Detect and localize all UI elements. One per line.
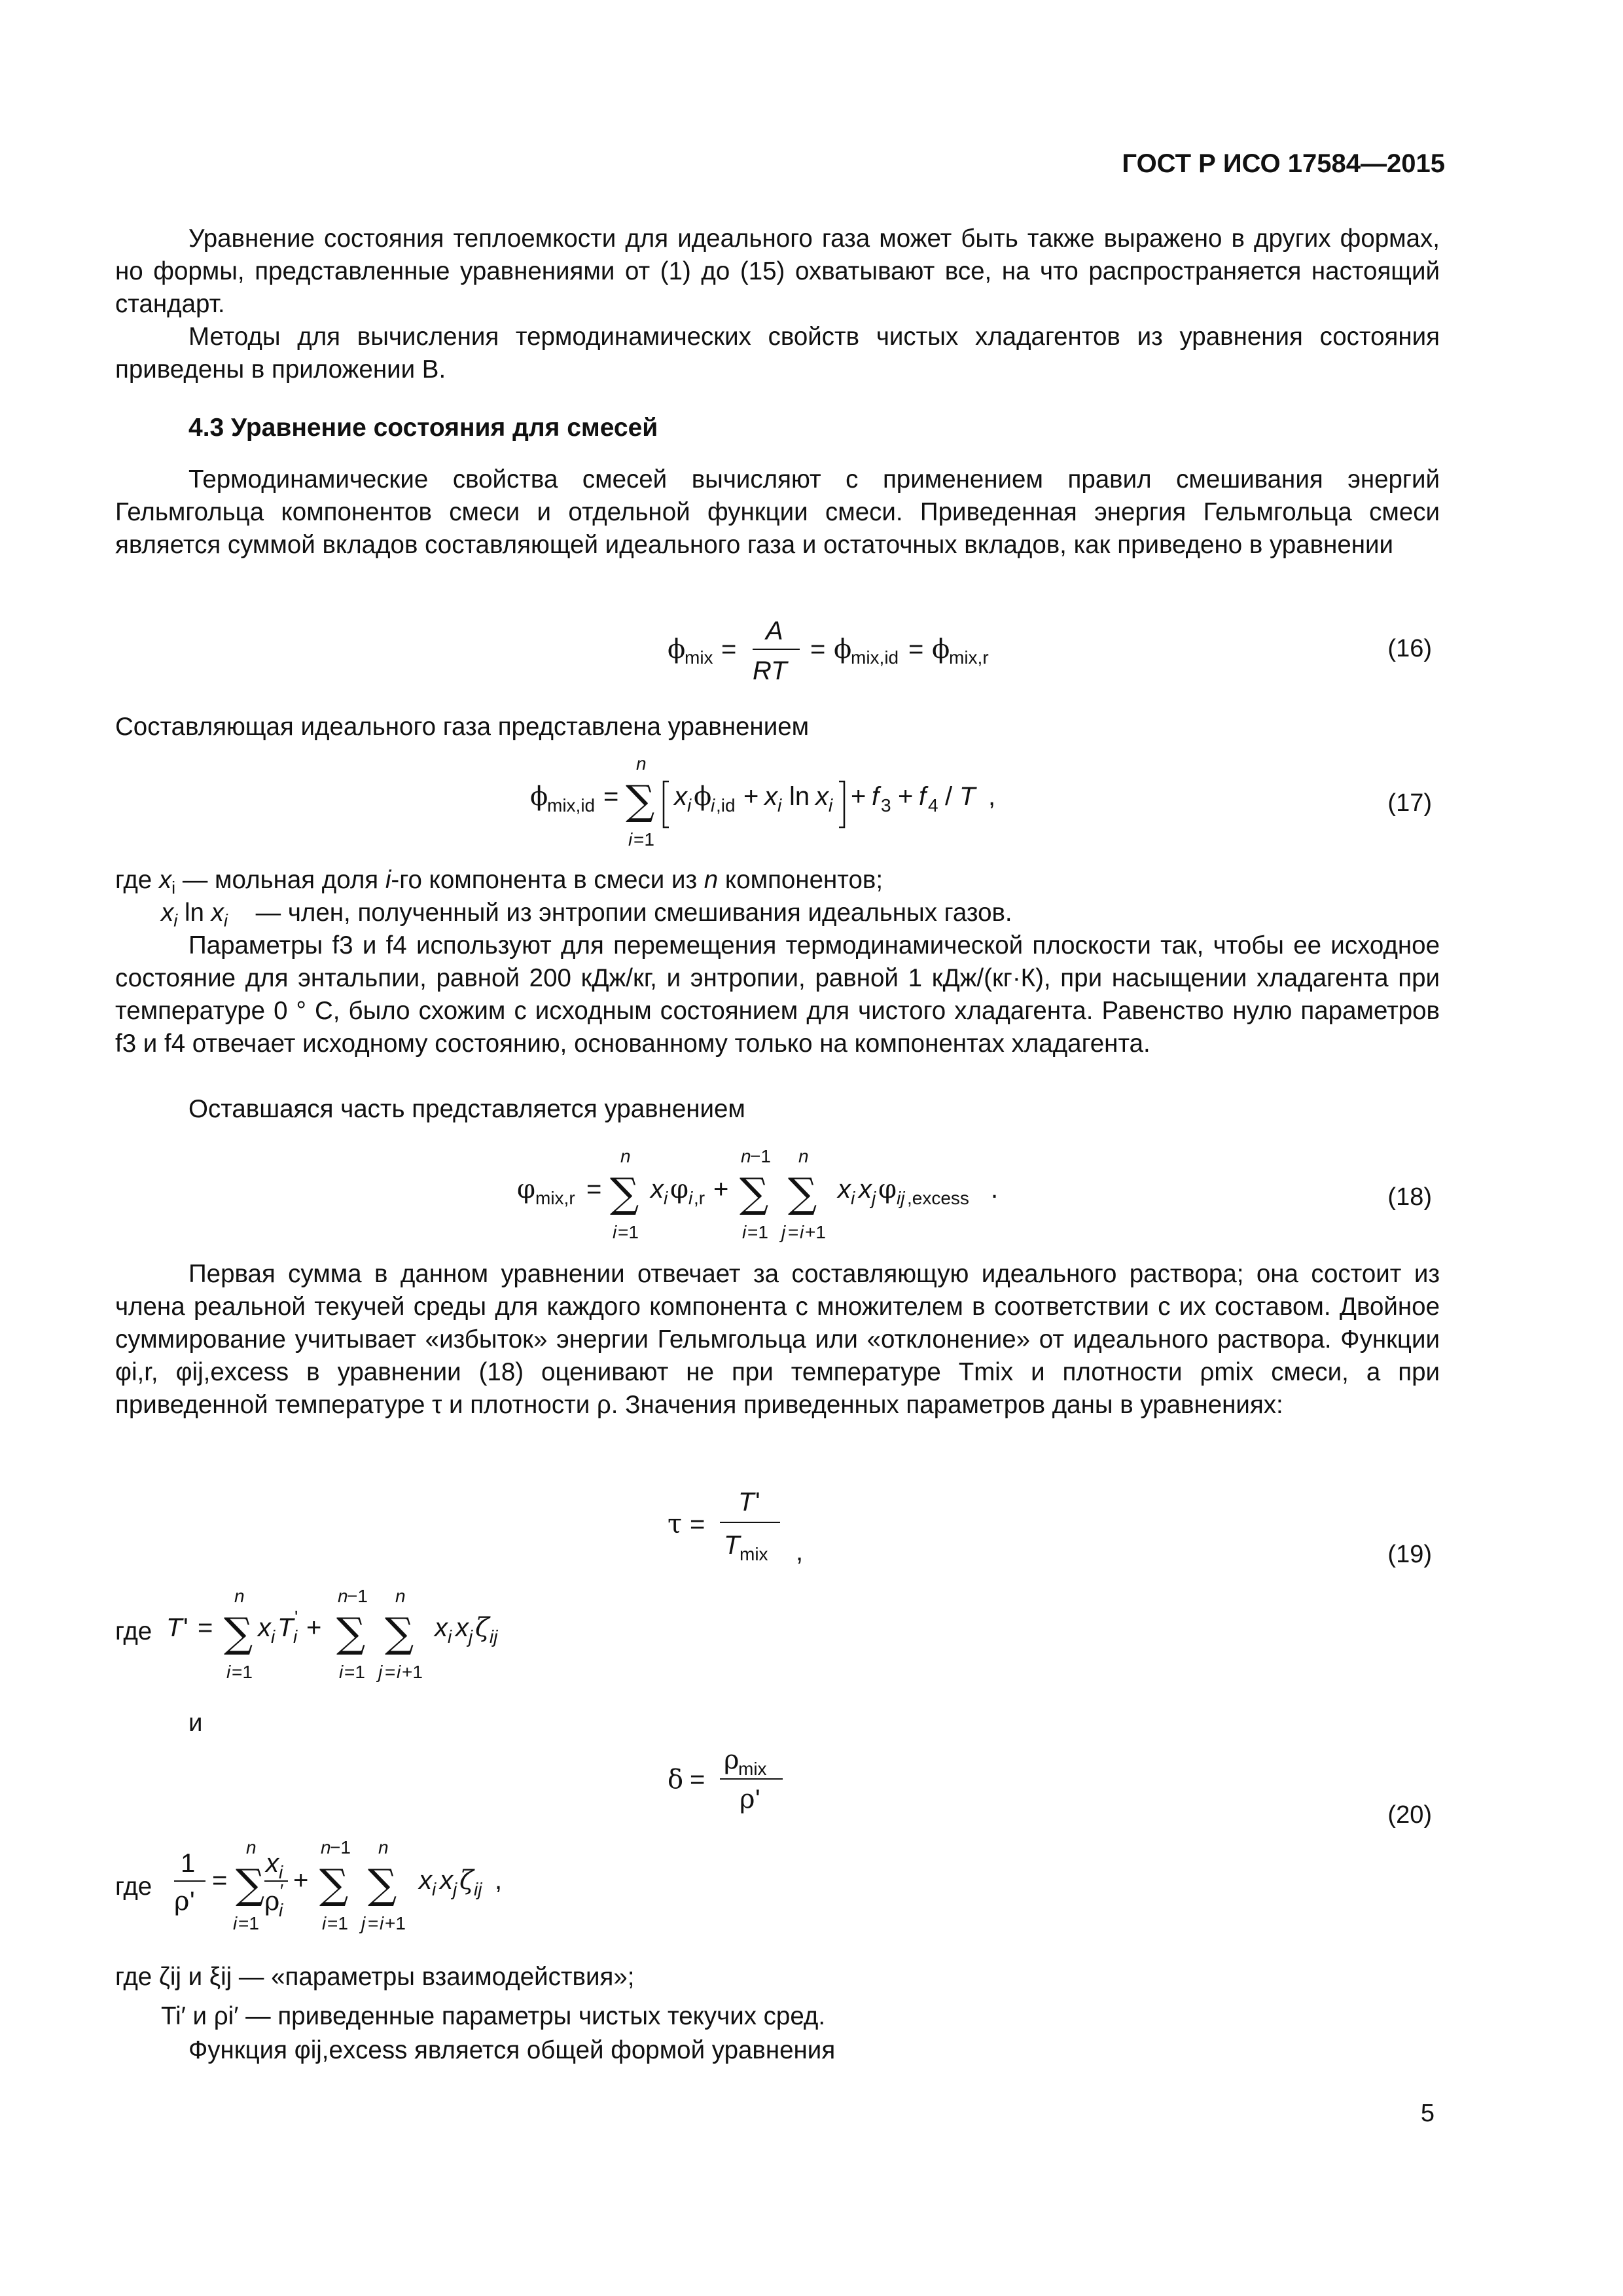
svg-text:i: i <box>711 795 715 816</box>
equation-T-prime <box>166 1584 559 1692</box>
svg-text:T: T <box>724 1531 740 1560</box>
svg-text:=1: =1 <box>344 1662 365 1682</box>
svg-text:ζ: ζ <box>459 1865 474 1895</box>
svg-text:−1: −1 <box>347 1586 368 1606</box>
svg-text:j: j <box>469 1626 473 1647</box>
svg-text:i: i <box>448 1626 452 1647</box>
equation-rho-prime <box>170 1833 537 1941</box>
svg-text:φ: φ <box>878 1174 897 1204</box>
svg-text:+: + <box>306 1613 322 1642</box>
svg-text:ij: ij <box>474 1879 482 1899</box>
and-label: и <box>188 1709 203 1737</box>
svg-text:RT: RT <box>753 656 787 685</box>
svg-text:∑: ∑ <box>626 776 655 824</box>
where-label-T: где <box>115 1617 152 1645</box>
definition-mole-fraction: где $x_i$ — мольная доля i-го компонента в смеси из n компонентов; <box>115 866 883 898</box>
svg-text:j: j <box>378 1662 383 1682</box>
svg-text:x: x <box>651 1175 664 1204</box>
svg-text:=1: =1 <box>232 1662 253 1682</box>
paragraph-interaction-params: где ζij и ξij — «параметры взаимодействия»; <box>115 1963 635 1991</box>
svg-text:x: x <box>440 1866 453 1895</box>
svg-text:': ' <box>190 1887 195 1916</box>
svg-text:ϕ: ϕ <box>530 781 548 812</box>
svg-text:+1: +1 <box>402 1662 423 1682</box>
svg-text:': ' <box>183 1613 188 1642</box>
svg-text:x: x <box>764 782 777 811</box>
svg-text:f: f <box>919 782 927 811</box>
svg-text:=: = <box>212 1866 228 1895</box>
equation-number-17: (17) <box>1387 789 1432 817</box>
svg-text:T: T <box>738 1488 755 1516</box>
svg-text:ρ: ρ <box>264 1886 280 1916</box>
paragraph-mixtures: Термодинамические свойства смесей вычисляют с применением правил смешивания энергий Гельмгольца компонентов смеси и отдельной функции смеси. Приведенная энергия Гельмгольца смеси является суммой вкладов составляющей идеального газа и остаточных вкладов, как приведено в уравнении <box>115 465 1440 559</box>
paragraph-reduced-params: Ti′ и ρi′ — приведенные параметры чистых текучих сред. <box>161 2002 826 2030</box>
svg-text:i: i <box>226 1662 231 1682</box>
svg-text:∑: ∑ <box>336 1609 366 1657</box>
svg-text:n: n <box>321 1837 331 1857</box>
equation-18 <box>517 1139 1027 1253</box>
svg-text:=1: =1 <box>238 1913 259 1933</box>
svg-text:ij: ij <box>490 1626 498 1647</box>
svg-text:=: = <box>690 1765 705 1794</box>
svg-text:=: = <box>385 1662 396 1682</box>
paragraph-ideal-gas-forms: Уравнение состояния теплоемкости для идеального газа может быть также выражено в других формах, но формы, представленные уравнениями от (1) до (15) охватывают все, на что распространяется настоящий стандарт. <box>115 224 1440 318</box>
entropy-term-text: — член, полученный из энтропии смешивания идеальных газов. <box>255 899 1012 927</box>
svg-text:mix: mix <box>685 647 713 668</box>
svg-text:n: n <box>636 753 647 774</box>
svg-text:φ: φ <box>517 1174 536 1204</box>
svg-text:i: i <box>829 795 833 816</box>
mole-fraction-text: — мольная доля <box>175 866 385 894</box>
paragraph-remainder: Оставшаяся часть представляется уравнением <box>188 1095 745 1123</box>
equation-number-16: (16) <box>1387 635 1432 662</box>
svg-text:x: x <box>419 1866 432 1895</box>
svg-text:j: j <box>872 1188 876 1208</box>
svg-text:': ' <box>755 1785 760 1814</box>
svg-text:i: i <box>271 1626 276 1647</box>
svg-text:∑: ∑ <box>236 1860 265 1908</box>
svg-text:ij: ij <box>897 1188 905 1208</box>
svg-text:n: n <box>620 1146 631 1166</box>
svg-text:i: i <box>800 1222 804 1242</box>
svg-text:3: 3 <box>881 795 891 816</box>
svg-text:mix,id: mix,id <box>851 647 899 668</box>
svg-text:j: j <box>361 1913 366 1933</box>
svg-text:,: , <box>495 1866 503 1895</box>
svg-text:+: + <box>743 782 759 811</box>
svg-text:∑: ∑ <box>224 1609 253 1657</box>
svg-text:,r: ,r <box>694 1188 705 1208</box>
svg-text:x: x <box>815 782 829 811</box>
svg-text:i: i <box>613 1222 617 1242</box>
svg-text:i: i <box>687 795 692 816</box>
svg-text:x: x <box>258 1613 271 1642</box>
svg-text:': ' <box>294 1607 298 1627</box>
svg-text:∑: ∑ <box>740 1169 769 1217</box>
equation-20 <box>668 1741 825 1829</box>
svg-text:−1: −1 <box>750 1146 771 1166</box>
svg-text:n: n <box>741 1146 751 1166</box>
svg-text:ρ: ρ <box>724 1745 740 1775</box>
svg-text:+1: +1 <box>805 1222 826 1242</box>
svg-text:i: i <box>279 1862 283 1882</box>
svg-text:T: T <box>959 782 976 811</box>
svg-text:ϕ: ϕ <box>668 634 686 664</box>
svg-text:,: , <box>988 782 996 811</box>
svg-text:i: i <box>339 1662 344 1682</box>
mole-fraction-text-3: компонентов; <box>718 866 883 894</box>
svg-text:ϕ: ϕ <box>834 634 852 664</box>
svg-text:x: x <box>838 1175 851 1204</box>
svg-text:j: j <box>781 1222 786 1242</box>
svg-text:4: 4 <box>928 795 938 816</box>
svg-text:': ' <box>755 1488 760 1516</box>
svg-text:δ: δ <box>668 1765 684 1795</box>
svg-text:i: i <box>432 1879 437 1899</box>
svg-text:∑: ∑ <box>385 1609 414 1657</box>
svg-text:ϕ: ϕ <box>932 634 950 664</box>
svg-text:T: T <box>166 1613 183 1642</box>
svg-text:j: j <box>453 1879 457 1899</box>
svg-text:ρ: ρ <box>174 1886 190 1916</box>
svg-text:+: + <box>898 782 914 811</box>
svg-text:τ: τ <box>668 1509 683 1539</box>
page-number: 5 <box>1420 2100 1435 2127</box>
svg-text:ϕ: ϕ <box>694 781 712 812</box>
svg-text:=: = <box>586 1175 602 1204</box>
svg-text:x: x <box>859 1175 872 1204</box>
svg-text:x: x <box>674 782 687 811</box>
svg-text:/: / <box>945 782 953 811</box>
svg-text:∑: ∑ <box>788 1169 817 1217</box>
svg-text:=: = <box>198 1613 213 1642</box>
svg-text:+1: +1 <box>385 1913 406 1933</box>
where-label-rho: где <box>115 1873 152 1901</box>
svg-text:+: + <box>713 1175 729 1204</box>
svg-text:=: = <box>810 635 826 664</box>
svg-text:,: , <box>796 1537 804 1566</box>
svg-text:mix: mix <box>738 1759 767 1779</box>
svg-text:i: i <box>397 1662 401 1682</box>
paragraph-ideal-gas-component: Составляющая идеального газа представлена уравнением <box>115 713 810 741</box>
svg-text:=: = <box>908 635 924 664</box>
svg-text:ln: ln <box>789 782 810 811</box>
svg-text:=1: =1 <box>633 829 654 850</box>
svg-text:′: ′ <box>280 1880 284 1901</box>
mole-fraction-text-2: -го компонента в смеси из <box>391 866 704 894</box>
svg-text:ζ: ζ <box>475 1613 490 1643</box>
svg-text:=: = <box>690 1510 705 1539</box>
paragraph-methods: Методы для вычисления термодинамических свойств чистых хладагентов из уравнения состояния приведены в приложении В. <box>115 323 1440 384</box>
svg-text:i: i <box>279 1900 283 1920</box>
svg-text:=: = <box>788 1222 799 1242</box>
svg-text:i: i <box>380 1913 384 1933</box>
equation-19 <box>668 1486 825 1574</box>
svg-text:mix,r: mix,r <box>535 1188 575 1208</box>
svg-text:=: = <box>603 782 619 811</box>
svg-text:n: n <box>378 1837 389 1857</box>
svg-text:i: i <box>628 829 633 850</box>
svg-text:x: x <box>455 1613 469 1642</box>
svg-text:n: n <box>234 1586 245 1606</box>
svg-text:n: n <box>395 1586 406 1606</box>
document-id-header: ГОСТ Р ИСО 17584—2015 <box>1122 149 1445 178</box>
svg-text:i: i <box>688 1188 693 1208</box>
svg-text:+: + <box>293 1866 309 1895</box>
svg-text:∑: ∑ <box>610 1169 639 1217</box>
definition-entropy-term: $x_i$ $\ln x_i$ — член, полученный из энтропии смешивания идеальных газов. <box>161 899 1012 931</box>
svg-text:=1: =1 <box>618 1222 639 1242</box>
svg-text:n: n <box>798 1146 809 1166</box>
svg-text:mix: mix <box>740 1544 768 1564</box>
paragraph-first-sum: Первая сумма в данном уравнении отвечает за составляющую идеального раствора; она состоит из члена реальной текучей среды для каждого компонента с множителем в соответствии с их составом. Двойное суммирование учитывает «избыток» энергии Гельмгольца или «отклонение» от идеального раствора. Функции φi,r, φij,excess в уравнении (18) оценивают не при температуре Tmix и плотности ρmix смеси, а при приведенной температуре τ и плотности ρ. Значения приведенных параметров даны в уравнениях: <box>115 1260 1440 1419</box>
svg-text:=1: =1 <box>747 1222 768 1242</box>
equation-16 <box>661 609 1027 691</box>
section-heading: 4.3 Уравнение состояния для смесей <box>188 414 658 442</box>
svg-text:φ: φ <box>670 1174 689 1204</box>
svg-text:=: = <box>368 1913 379 1933</box>
equation-17 <box>530 746 1041 861</box>
paragraph-f3-f4: Параметры f3 и f4 используют для перемещения термодинамической плоскости так, чтобы ее исходное состояние для энтальпии, равной 200 кДж/кг, и энтропии, равной 1 кДж/(кг·К), при насыщении хладагента при температуре 0 ° С, было схожим с исходным состоянием для чистого хладагента. Равенство нулю параметров f3 и f4 отвечает исходному состоянию, основанному только на компонентах хладагента. <box>115 931 1440 1058</box>
equation-number-19: (19) <box>1387 1541 1432 1568</box>
equation-number-20: (20) <box>1387 1801 1432 1829</box>
svg-text:A: A <box>766 617 783 645</box>
svg-text:i: i <box>322 1913 327 1933</box>
where-label: где <box>115 866 159 894</box>
svg-text:,id: ,id <box>716 795 736 816</box>
svg-text:f: f <box>872 782 880 811</box>
svg-text:i: i <box>777 795 782 816</box>
svg-text:i: i <box>233 1913 238 1933</box>
svg-text:x: x <box>435 1613 448 1642</box>
svg-text:=: = <box>721 635 737 664</box>
svg-text:−1: −1 <box>330 1837 351 1857</box>
svg-text:+: + <box>851 782 866 811</box>
paragraph-excess-function: Функция φij,excess является общей формой уравнения <box>188 2036 836 2064</box>
svg-text:i: i <box>851 1188 855 1208</box>
svg-text:n: n <box>246 1837 257 1857</box>
svg-text:i: i <box>742 1222 747 1242</box>
svg-text:∑: ∑ <box>368 1860 397 1908</box>
svg-text:i: i <box>293 1626 298 1647</box>
svg-text:T: T <box>277 1613 294 1642</box>
equation-number-18: (18) <box>1387 1183 1432 1211</box>
svg-text:=1: =1 <box>327 1913 348 1933</box>
svg-text:,excess: ,excess <box>907 1188 969 1208</box>
svg-text:n: n <box>338 1586 348 1606</box>
svg-text:mix,r: mix,r <box>949 647 989 668</box>
svg-text:∑: ∑ <box>319 1860 349 1908</box>
svg-text:mix,id: mix,id <box>547 795 596 816</box>
svg-text:.: . <box>991 1175 999 1204</box>
svg-text:x: x <box>266 1849 279 1878</box>
svg-text:1: 1 <box>181 1849 196 1878</box>
svg-text:ρ: ρ <box>740 1784 755 1814</box>
svg-text:i: i <box>664 1188 668 1208</box>
